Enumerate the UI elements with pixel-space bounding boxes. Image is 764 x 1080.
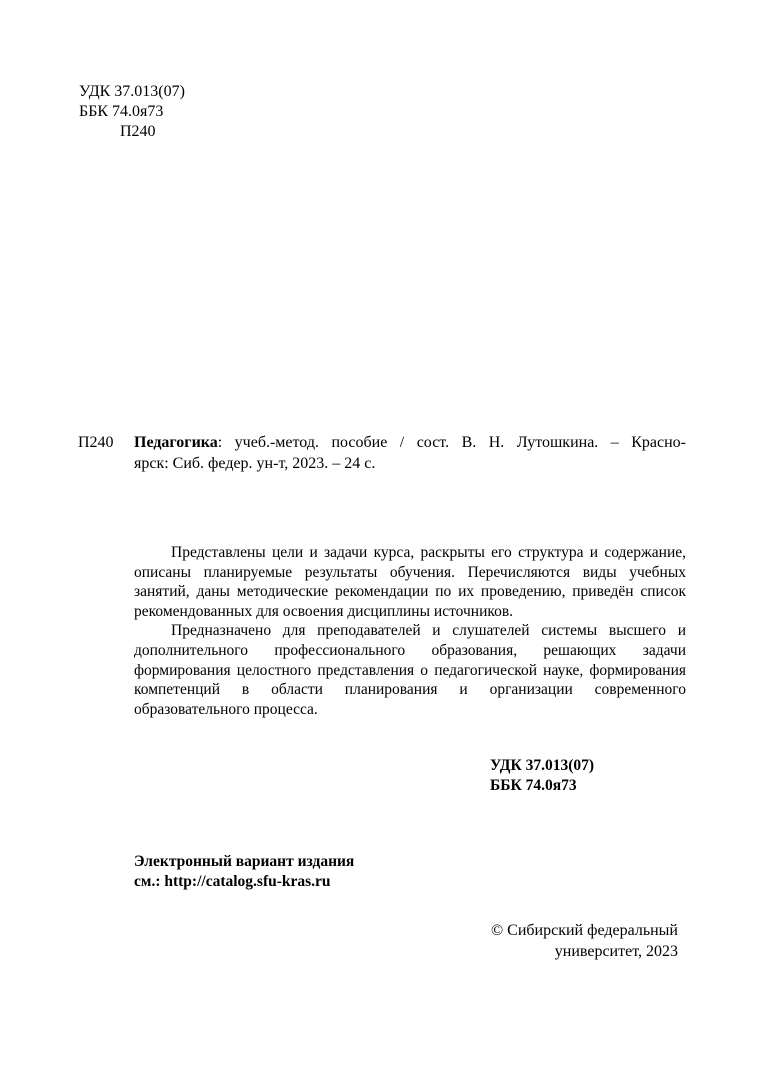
udk-code: УДК 37.013(07) [79,83,185,100]
classification-footer [490,756,594,796]
annotation [134,543,686,719]
bibliographic-line-1 [134,432,686,454]
annotation-paragraph-1: Представлены цели и задачи курса, раскрыты его структура и содержание, описаны планируемые результаты обучения. Перечисляются виды учебных занятий, даны методические рекомендации по их проведению, приведён список рекомендованных для освоения дисциплины источников. [134,544,686,620]
bibliographic-record [134,432,686,474]
bibliographic-index: П240 [78,434,114,451]
annotation-paragraph-2: Предназначено для преподавателей и слушателей системы высшего и дополнительного профессионального образования, решающих задачи формирования целостного представления о педагогической науке, формирования компетенций в области планирования и организации современного образовательного процесса. [134,622,686,718]
bbk-code: ББК 74.0я73 [79,103,164,120]
author-mark: П240 [120,123,156,140]
bibliographic-details: : учеб.-метод. пособие / сост. В. Н. Лутошкина. – Красно- [217,434,686,451]
electronic-version-label: Электронный вариант издания [134,853,355,870]
book-title: Педагогика [134,434,218,451]
copyright-notice [491,920,678,962]
catalog-link[interactable]: см.: http://catalog.sfu-kras.ru [134,873,331,890]
bibliographic-line-2: ярск: Сиб. федер. ун-т, 2023. – 24 с. [134,455,376,472]
classification-header [79,82,185,142]
copyright-line-2: университет, 2023 [554,943,678,960]
udk-code-bottom: УДК 37.013(07) [490,757,595,774]
copyright-line-1: © Сибирский федеральный [491,922,678,939]
bbk-code-bottom: ББК 74.0я73 [490,777,577,794]
electronic-version-note [134,852,354,892]
